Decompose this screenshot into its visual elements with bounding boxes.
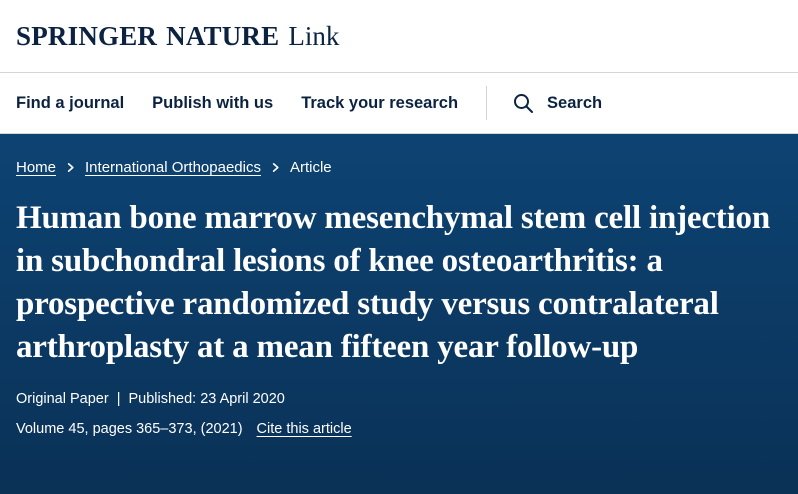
masthead	[0, 0, 798, 72]
nav-divider	[486, 86, 487, 120]
article-published-date: Published: 23 April 2020	[128, 390, 285, 407]
cite-this-article-link[interactable]: Cite this article	[256, 420, 352, 437]
search-button[interactable]	[511, 91, 602, 115]
breadcrumb-item-article: Article	[289, 159, 332, 176]
logo-nature-text: NATURE	[166, 20, 280, 51]
nav-track-your-research[interactable]: Track your research	[301, 93, 459, 112]
breadcrumb-item-journal[interactable]: International Orthopaedics	[85, 159, 261, 176]
springer-nature-link-logo[interactable]	[16, 21, 339, 52]
search-icon	[511, 91, 535, 115]
nav-find-a-journal[interactable]: Find a journal	[16, 93, 125, 112]
logo-springer-text: SPRINGER	[16, 20, 158, 51]
breadcrumb	[16, 160, 782, 175]
chevron-right-icon	[270, 162, 281, 173]
chevron-right-icon	[65, 162, 76, 173]
article-volume-line	[16, 421, 782, 437]
article-type: Original Paper	[16, 390, 109, 407]
search-label: Search	[547, 93, 603, 112]
logo-link-text: Link	[288, 20, 340, 51]
meta-separator: |	[116, 390, 121, 407]
page-title: Human bone marrow mesenchymal stem cell injection in subchondral lesions of knee osteoarthritis: a prospective randomized study versus contralateral arthroplasty at a mean fifteen year follow-up	[16, 200, 770, 365]
breadcrumb-item-home[interactable]: Home	[16, 159, 57, 176]
article-volume-pages: Volume 45, pages 365–373, (2021)	[16, 420, 243, 437]
primary-navigation	[0, 72, 798, 134]
article-meta-line	[16, 391, 782, 407]
article-hero	[0, 134, 798, 494]
nav-publish-with-us[interactable]: Publish with us	[152, 93, 274, 112]
nav-item-list	[16, 73, 486, 133]
